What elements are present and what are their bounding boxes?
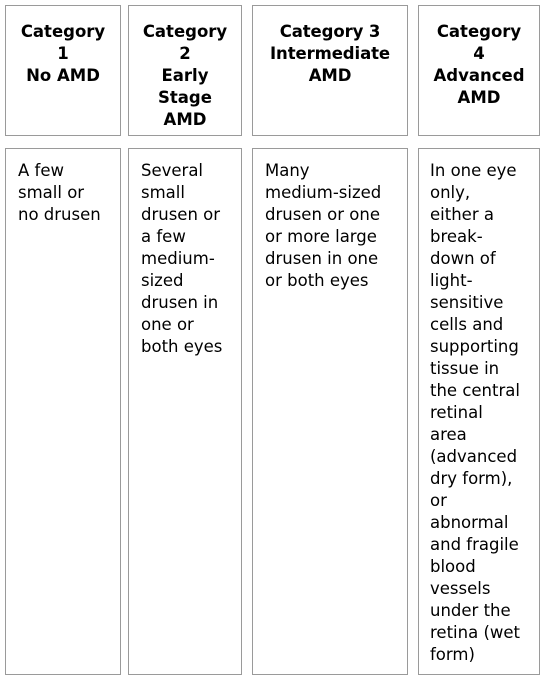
header-text-line: Advanced <box>433 66 525 85</box>
description-text-line: down of <box>430 249 496 268</box>
description-text-line: or more large <box>265 227 377 246</box>
description-text-line: dry form), <box>430 469 513 488</box>
description-text-line: or both eyes <box>265 271 369 290</box>
description-text-line: retina (wet <box>430 623 520 642</box>
description-text-line: one or <box>141 315 194 334</box>
description-text-line: drusen in one <box>265 249 379 268</box>
header-text-line: Category <box>20 22 106 41</box>
description-text-line: sized <box>141 271 184 290</box>
description-text-line: both eyes <box>141 337 223 356</box>
header-text-line: AMD <box>308 66 352 85</box>
header-cell-category-4 <box>418 5 540 136</box>
description-text-line: medium- <box>141 249 215 268</box>
header-text-line: Category 3 <box>279 22 381 41</box>
description-text-line: drusen or <box>141 205 221 224</box>
description-text-line: A few <box>18 161 64 180</box>
description-text-line: vessels <box>430 579 491 598</box>
header-text-line: Stage <box>158 88 212 107</box>
description-cell-category-3 <box>252 148 408 675</box>
description-text-line: under the <box>430 601 511 620</box>
description-text-line: small <box>141 183 185 202</box>
description-text-line: sensitive <box>430 293 504 312</box>
description-text-line: break- <box>430 227 483 246</box>
description-text-line: tissue in <box>430 359 500 378</box>
description-text-line: the central <box>430 381 520 400</box>
description-cell-category-1 <box>5 148 121 675</box>
description-cell-category-4 <box>418 148 540 675</box>
description-text-line: small or <box>18 183 85 202</box>
header-text-line: 1 <box>57 44 69 63</box>
description-text-line: Several <box>141 161 204 180</box>
header-text-line: Category <box>436 22 522 41</box>
header-text-line: Early <box>161 66 209 85</box>
header-cell-category-3 <box>252 5 408 136</box>
header-text-line: Category <box>142 22 228 41</box>
description-cell-category-2 <box>128 148 242 675</box>
description-text-line: or <box>430 491 447 510</box>
description-text-line: medium-sized <box>265 183 382 202</box>
description-text-line: Many <box>265 161 310 180</box>
description-text-line: a few <box>141 227 186 246</box>
description-text-line: no drusen <box>18 205 101 224</box>
description-text-line: form) <box>430 645 475 664</box>
description-text-line: light- <box>430 271 473 290</box>
description-text-line: supporting <box>430 337 519 356</box>
description-text-line: abnormal <box>430 513 509 532</box>
description-text-line: area <box>430 425 467 444</box>
description-text-line: either a <box>430 205 494 224</box>
header-cell-category-2 <box>128 5 242 136</box>
header-text-line: AMD <box>163 110 207 129</box>
description-text-line: only, <box>430 183 471 202</box>
description-text-line: retinal <box>430 403 483 422</box>
header-text-line: AMD <box>457 88 501 107</box>
header-text-line: No AMD <box>26 66 100 85</box>
description-text-line: cells and <box>430 315 504 334</box>
description-text-line: and fragile <box>430 535 519 554</box>
description-text-line: blood <box>430 557 476 576</box>
header-text-line: 4 <box>473 44 485 63</box>
description-text-line: drusen in <box>141 293 219 312</box>
description-text-line: (advanced <box>430 447 518 466</box>
description-text-line: In one eye <box>430 161 517 180</box>
description-text-line: drusen or one <box>265 205 380 224</box>
header-cell-category-1 <box>5 5 121 136</box>
header-text-line: 2 <box>179 44 191 63</box>
header-text-line: Intermediate <box>270 44 390 63</box>
